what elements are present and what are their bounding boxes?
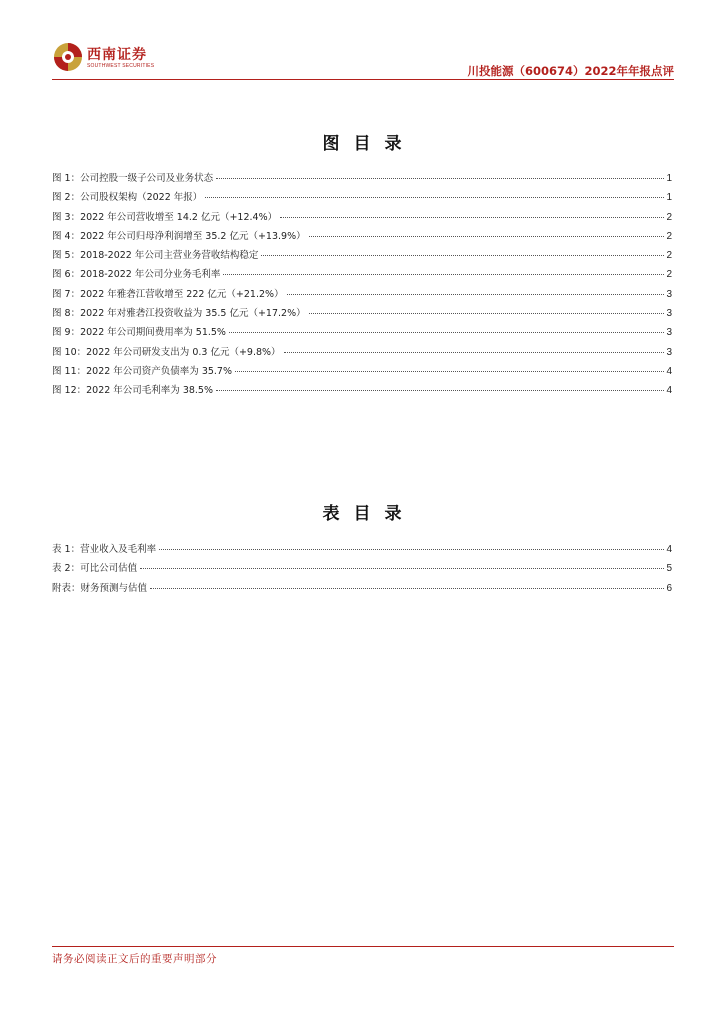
toc-dot-leader — [229, 332, 664, 333]
toc-entry[interactable] — [52, 228, 672, 247]
footer-disclaimer: 请务必阅读正文后的重要声明部分 — [52, 953, 217, 965]
toc-dot-leader — [150, 588, 664, 589]
toc-entry[interactable] — [52, 170, 672, 189]
toc-dot-leader — [216, 390, 664, 391]
figures-toc-list — [52, 170, 672, 402]
toc-entry-label[interactable]: 图 3：2022 年公司营收增至 14.2 亿元（+12.4%） — [52, 211, 278, 223]
toc-entry-label[interactable]: 图 11：2022 年公司资产负债率为 35.7% — [52, 365, 233, 377]
toc-dot-leader — [235, 371, 664, 372]
toc-entry[interactable] — [52, 541, 672, 560]
toc-entry-page[interactable]: 1 — [666, 192, 672, 204]
toc-entry-page[interactable]: 5 — [666, 563, 672, 575]
toc-entry-label[interactable]: 图 2：公司股权架构（2022 年报） — [52, 192, 203, 204]
toc-entry-page[interactable]: 2 — [666, 230, 672, 242]
toc-dot-leader — [261, 255, 664, 256]
toc-entry-label[interactable]: 图 1：公司控股一级子公司及业务状态 — [52, 173, 214, 184]
toc-entry-page[interactable]: 2 — [666, 211, 672, 223]
toc-entry-page[interactable]: 2 — [666, 269, 672, 281]
toc-entry[interactable] — [52, 209, 672, 228]
logo-chinese-name: 西南证券 — [87, 47, 147, 63]
toc-dot-leader — [309, 236, 665, 237]
toc-entry[interactable] — [52, 580, 672, 599]
toc-entry-label[interactable]: 表 2：可比公司估值 — [52, 563, 138, 575]
toc-dot-leader — [284, 352, 665, 353]
report-title: 川投能源（600674）2022年年报点评 — [467, 64, 674, 78]
toc-entry-label[interactable]: 附表：财务预测与估值 — [52, 582, 148, 594]
toc-entry-page[interactable]: 3 — [666, 327, 672, 339]
toc-dot-leader — [205, 197, 664, 198]
toc-entry-page[interactable]: 6 — [666, 582, 672, 594]
toc-entry-page[interactable]: 3 — [666, 288, 672, 300]
toc-entry-label[interactable]: 图 8：2022 年对雅砻江投资收益为 35.5 亿元（+17.2%） — [52, 308, 306, 320]
toc-entry-page[interactable]: 3 — [666, 308, 672, 320]
toc-entry-label[interactable]: 图 5：2018-2022 年公司主营业务营收结构稳定 — [52, 250, 259, 262]
tables-toc-list — [52, 541, 672, 599]
toc-dot-leader — [216, 178, 664, 179]
page-header — [0, 0, 724, 82]
toc-entry[interactable] — [52, 266, 672, 285]
toc-entry-label[interactable]: 图 10：2022 年公司研发支出为 0.3 亿元（+9.8%） — [52, 346, 281, 358]
logo-emblem-icon — [53, 42, 83, 72]
toc-dot-leader — [223, 274, 664, 275]
company-logo — [53, 42, 173, 76]
logo-english-name: SOUTHWEST SECURITIES — [87, 63, 155, 69]
footer-divider — [52, 946, 674, 947]
toc-entry-label[interactable]: 图 9：2022 年公司期间费用率为 51.5% — [52, 327, 226, 339]
toc-entry[interactable] — [52, 363, 672, 382]
header-divider — [52, 79, 674, 80]
toc-dot-leader — [280, 217, 664, 218]
toc-dot-leader — [309, 313, 665, 314]
toc-entry[interactable] — [52, 382, 672, 401]
toc-entry[interactable] — [52, 344, 672, 363]
figures-toc-title: 图目录 — [322, 134, 416, 154]
toc-dot-leader — [287, 294, 665, 295]
toc-dot-leader — [140, 568, 664, 569]
toc-entry-page[interactable]: 4 — [666, 365, 672, 377]
toc-entry-label[interactable]: 图 12：2022 年公司毛利率为 38.5% — [52, 385, 214, 397]
toc-entry-page[interactable]: 4 — [666, 385, 672, 397]
toc-dot-leader — [159, 549, 664, 550]
toc-entry-label[interactable]: 图 4：2022 年公司归母净利润增至 35.2 亿元（+13.9%） — [52, 230, 306, 242]
tables-toc-title: 表目录 — [322, 504, 416, 524]
toc-entry[interactable] — [52, 189, 672, 208]
toc-entry[interactable] — [52, 247, 672, 266]
toc-entry-label[interactable]: 图 6：2018-2022 年公司分业务毛利率 — [52, 269, 221, 281]
toc-entry-page[interactable]: 3 — [666, 346, 672, 358]
toc-entry-page[interactable]: 4 — [666, 544, 672, 555]
toc-entry[interactable] — [52, 560, 672, 579]
toc-entry[interactable] — [52, 324, 672, 343]
toc-entry[interactable] — [52, 286, 672, 305]
toc-entry[interactable] — [52, 305, 672, 324]
toc-entry-label[interactable]: 图 7：2022 年雅砻江营收增至 222 亿元（+21.2%） — [52, 288, 284, 300]
toc-entry-page[interactable]: 2 — [666, 250, 672, 262]
toc-entry-label[interactable]: 表 1：营业收入及毛利率 — [52, 544, 157, 555]
toc-entry-page[interactable]: 1 — [666, 173, 672, 184]
